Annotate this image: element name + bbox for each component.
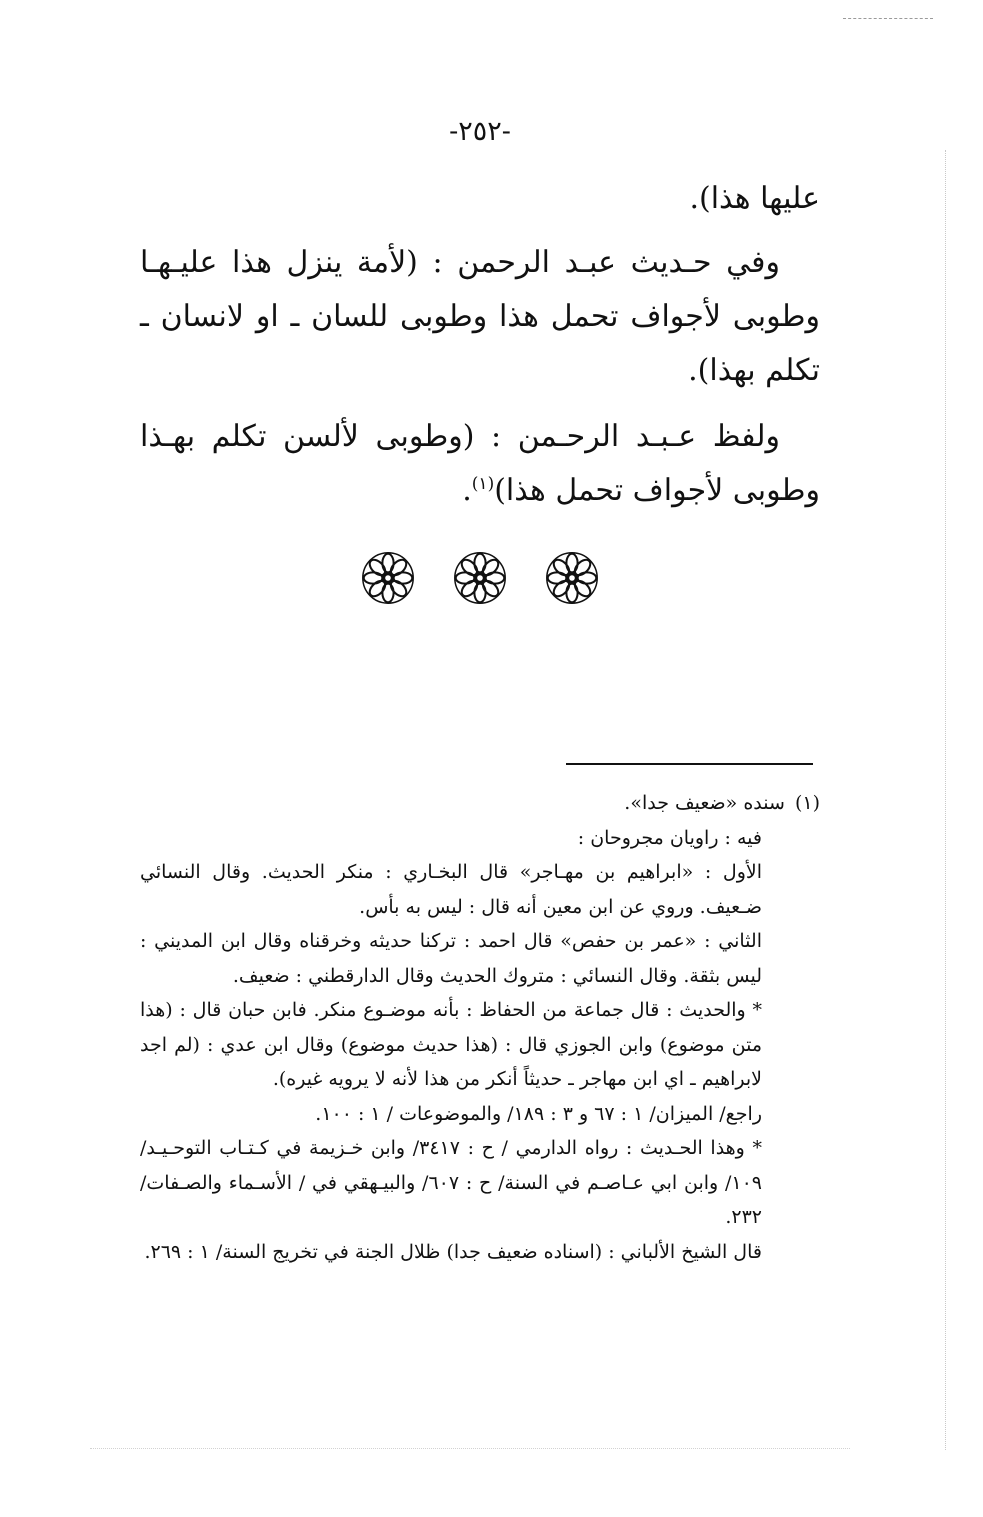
- main-text: [140, 172, 820, 530]
- section-divider-ornaments: [360, 548, 600, 608]
- footnote-line: * والحديث : قال جماعة من الحفاظ : بأنه موضـوع منكر. فابن حبان قال : (هذا متن موضوع) وابن الجوزي قال : (هذا حديث موضوع) وقال ابن عدي : (لم اجد لابراهيم ـ اي ابن مهاجر ـ حديثاً أنكر من هذا لأنه لا يرويه غيره).: [140, 999, 762, 1090]
- paragraph-3-text: ولفظ عـبـد الرحـمن : (وطوبى لألسن تكلم بهـذا وطوبى لأجواف تحمل هذا): [140, 419, 820, 508]
- footnote-1-body: [140, 821, 820, 1270]
- footnote-line: الأول : «ابراهيم بن مهـاجر» قال البخـاري : منكر الحديث. وقال النسائي ضـعيف. وروي عن ابن معين أنه قال : ليس به بأس.: [140, 861, 762, 918]
- footnote-separator: [566, 763, 813, 765]
- footnote-line: راجع/ الميزان/ ١ : ٦٧ و ٣ : ١٨٩/ والموضوعات / ١ : ١٠٠.: [315, 1102, 762, 1125]
- scan-artifact-bottom-edge: [90, 1448, 850, 1449]
- footnote-1-head: [140, 786, 820, 821]
- paragraph-2: وفي حـديث عبـد الرحمن : (لأمة ينزل هذا عليـهـا وطوبى لأجواف تحمل هذا وطوبى للسان ـ او لانسان ـ تكلم بهذا).: [140, 245, 820, 388]
- footnotes: [140, 786, 820, 1269]
- footnote-line: الثاني : «عمر بن حفص» قال احمد : تركنا حديثه وخرقناه وقال ابن المديني : ليس بثقة. وقال النسائي : متروك الحديث وقال الدارقطني : ضعيف.: [140, 930, 762, 987]
- flower-ornament-icon: [544, 550, 600, 606]
- footnote-line: * وهذا الحـديث : رواه الدارمي / ح : ٣٤١٧/ وابن خـزيمة في كـتـاب التوحـيـد/ ١٠٩/ وابن ابي عـاصـم في السنة/ ح : ٦٠٧/ والبيـهقي في / الأسـماء والصـفات/ ٢٣٢.: [140, 1137, 763, 1228]
- footnote-number: (١): [794, 792, 820, 814]
- paragraph-1: عليها هذا).: [689, 181, 820, 216]
- paragraph-3-end: .: [462, 473, 472, 508]
- footnote-reference: (١): [471, 474, 495, 494]
- scan-artifact-right-edge: [945, 150, 946, 1450]
- footnote-line: سنده «ضعيف جدا».: [624, 792, 785, 814]
- footnote-line: فيه : راويان مجروحان :: [577, 826, 762, 849]
- footnote-line: قال الشيخ الألباني : (اسناده ضعيف جدا) ظلال الجنة في تخريج السنة/ ١ : ٢٦٩.: [144, 1240, 762, 1263]
- flower-ornament-icon: [452, 550, 508, 606]
- flower-ornament-icon: [360, 550, 416, 606]
- paragraph-3: [140, 410, 820, 518]
- scan-artifact-top: [843, 18, 933, 19]
- page-number: -٢٥٢-: [449, 116, 511, 147]
